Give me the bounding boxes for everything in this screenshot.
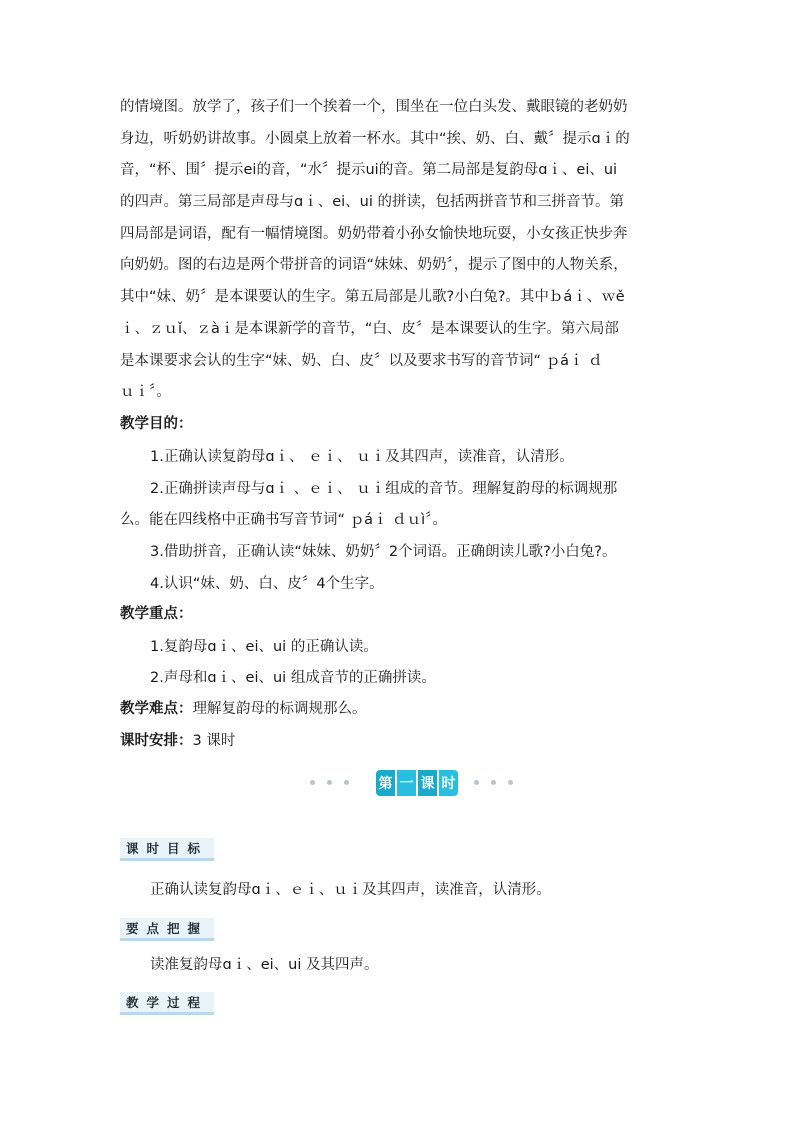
intro-line: 其中“妹、奶〞是本课要认的生字。第五局部是儿歌?小白兔?。其中ｂáｉ、ｗě [120,289,625,306]
goal-item-4: 4.认识“妹、奶、白、皮〞4个生字。 [150,576,384,592]
intro-line: 音，“杯、围〞提示ei的音，“水〞提示ui的音。第二局部是复韵母ɑｉ、ei、ui [120,162,618,179]
banner-dots-right [474,780,513,785]
banner-dots-left [310,780,349,785]
key-points-heading: 教学重点： [120,606,193,622]
objectives-tag [120,838,214,861]
dot-icon [344,780,349,785]
schedule-heading: 课时安排： [120,733,193,749]
dot-icon [474,780,479,785]
dot-icon [508,780,513,785]
goal-item-1: 1.正确认读复韵母ɑｉ、 ｅｉ、 ｕｉ及其四声，读准音，认清形。 [150,449,574,465]
goals-heading: 教学目的： [120,416,193,432]
difficulty-line [120,698,367,720]
process-tag-label: 教学过程 [126,995,209,1010]
intro-line: 四局部是词语，配有一幅情境图。奶奶带着小孙女愉快地玩耍，小女孩正快步奔 [120,225,628,242]
schedule-line [120,730,235,752]
keypoints-tag [120,918,214,941]
key-point-item-1: 1.复韵母ɑｉ、ei、ui 的正确认读。 [150,639,378,655]
keypoints-tag-label: 要点把握 [126,921,209,936]
keypoints-text: 读准复韵母ɑｉ、ei、ui 及其四声。 [150,957,379,973]
dot-icon [310,780,315,785]
goal-item-3: 3.借助拼音，正确认读“妹妹、奶奶〞2个词语。正确朗读儿歌?小白兔?。 [150,544,617,560]
intro-line: ｕｉ〞。 [120,384,171,401]
difficulty-heading: 教学难点： [120,701,193,717]
banner-label [376,770,458,796]
intro-line: 的四声。第三局部是声母与ɑｉ、ei、ui 的拼读，包括两拼音节和三拼音节。第 [120,194,624,211]
dot-icon [327,780,332,785]
key-point-item-2: 2.声母和ɑｉ、ei、ui 组成音节的正确拼读。 [150,670,436,686]
intro-line: 向奶奶。图的右边是两个带拼音的词语“妹妹、奶奶〞，提示了图中的人物关系， [120,257,628,274]
dot-icon [491,780,496,785]
banner-char: 课 [418,770,437,796]
schedule-value: 3 课时 [192,733,236,749]
intro-line: 的情境图。放学了，孩子们一个挨着一个，围坐在一位白头发、戴眼镜的老奶奶 [120,99,628,115]
banner-char: 第 [376,770,395,796]
intro-line: ｉ、ｚｕǐ、ｚàｉ是本课新学的音节，“白、皮〞是本课要认的生字。第六局部 [120,320,619,337]
objectives-text: 正确认读复韵母ɑｉ、ｅｉ、ｕｉ及其四声，读准音，认清形。 [150,882,551,898]
goal-item-2-continued: 么。能在四线格中正确书写音节词“ ｐáｉ ｄｕì〞。 [120,512,447,528]
goal-item-2: 2.正确拼读声母与ɑｉ 、ｅｉ、 ｕｉ组成的音节。理解复韵母的标调规那 [150,481,618,497]
objectives-tag-label: 课时目标 [126,841,209,856]
difficulty-value: 理解复韵母的标调规那么。 [192,701,367,717]
process-tag [120,992,214,1015]
banner-char: 一 [397,770,416,796]
intro-line: 身边，听奶奶讲故事。小圆桌上放着一杯水。其中“挨、奶、白、戴〞提示ɑｉ的 [120,130,630,147]
banner-char: 时 [439,770,458,796]
intro-paragraph [120,92,680,409]
intro-line: 是本课要求会认的生字“妹、奶、白、皮〞以及要求书写的音节词“ ｐáｉ ｄ [120,352,603,369]
lesson-banner [310,770,524,798]
